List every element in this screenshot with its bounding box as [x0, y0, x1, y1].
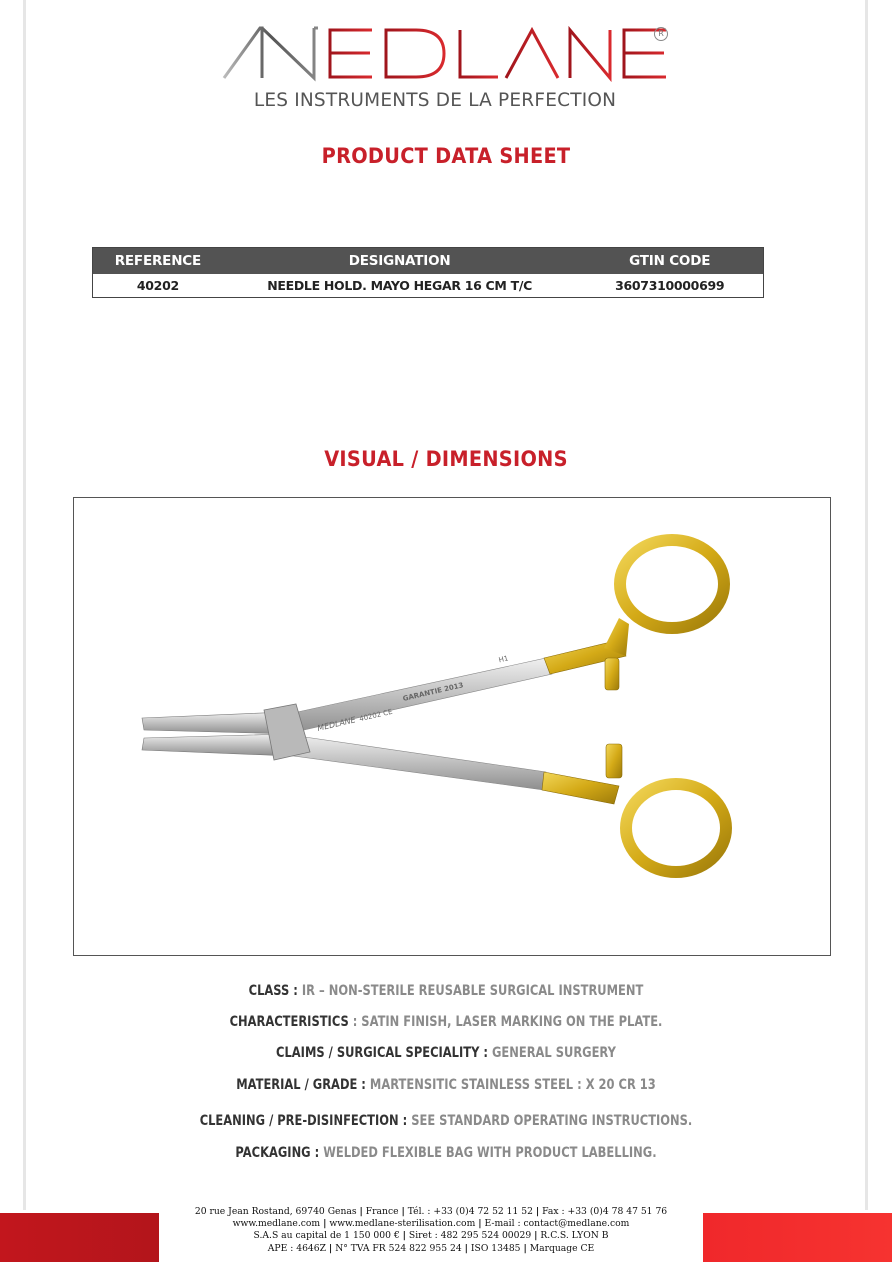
company-footer [160, 1206, 702, 1255]
instrument-brand-mark: MEDLANE [316, 715, 357, 733]
spec-value: MARTENSITIC STAINLESS STEEL : X 20 CR 13 [365, 1077, 656, 1093]
footer-website-link[interactable]: www.medlane.com [232, 1218, 321, 1230]
table-row [93, 274, 764, 298]
spec-claims [80, 1045, 811, 1061]
product-specs [0, 983, 892, 1161]
footer-ce-marking: Marquage CE [529, 1242, 595, 1254]
spec-value: WELDED FLEXIBLE BAG WITH PRODUCT LABELLING. [319, 1145, 657, 1161]
registered-mark: R [654, 27, 668, 41]
spec-cleaning [80, 1113, 811, 1129]
needle-holder-image [74, 498, 830, 955]
column-header-designation: DESIGNATION [223, 248, 577, 275]
spec-label: MATERIAL / GRADE : [236, 1077, 366, 1093]
footer-fax: Fax : +33 (0)4 78 47 51 76 [542, 1206, 668, 1217]
spec-label: PACKAGING : [235, 1145, 320, 1161]
footer-vat: N° TVA FR 524 822 955 24 [335, 1242, 462, 1254]
spec-packaging [80, 1145, 811, 1161]
footer-line-web: www.medlane.com | www.medlane-sterilisation.com | E-mail : contact@medlane.com [232, 1218, 630, 1230]
footer-country: France [365, 1206, 399, 1217]
instrument-warranty-mark: GARANTIE 2013 [402, 681, 465, 703]
footer-phone: Tél. : +33 (0)4 72 52 11 52 [407, 1206, 533, 1217]
spec-material [80, 1077, 811, 1093]
spec-value: SEE STANDARD OPERATING INSTRUCTIONS. [407, 1113, 693, 1129]
spec-label: CLASS : [248, 983, 298, 999]
brand-tagline: LES INSTRUMENTS DE LA PERFECTION [253, 90, 617, 111]
footer-line-address: 20 rue Jean Rostand, 69740 Genas | France | Tél. : +33 (0)4 72 52 11 52 | Fax : +33 (0)4 78 47 51 76 [194, 1206, 668, 1217]
footer-address: 20 rue Jean Rostand, 69740 Genas [194, 1206, 357, 1217]
footer-siret: Siret : 482 295 524 00029 [408, 1230, 532, 1242]
gtin-cell: 3607310000699 [615, 278, 725, 293]
product-image-frame [73, 497, 831, 956]
footer-rcs: R.C.S. LYON B [540, 1230, 609, 1242]
spec-label: CHARACTERISTICS [229, 1014, 349, 1030]
spec-value: IR – NON-STERILE REUSABLE SURGICAL INSTRUMENT [297, 983, 644, 999]
spec-characteristics [80, 1014, 811, 1030]
instrument-hallmark: H1 [497, 654, 510, 665]
footer-red-bar-right [703, 1213, 892, 1262]
footer-iso: ISO 13485 [470, 1242, 521, 1254]
footer-line-legal: S.A.S au capital de 1 150 000 € | Siret : 482 295 524 00029 | R.C.S. LYON B [253, 1230, 609, 1242]
product-data-sheet-title: PRODUCT DATA SHEET [321, 144, 571, 168]
table-header-row [93, 248, 764, 275]
spec-label: CLAIMS / SURGICAL SPECIALITY : [276, 1045, 488, 1061]
footer-red-bar-left [0, 1213, 159, 1262]
footer-line-registration: APE : 4646Z | N° TVA FR 524 822 955 24 | ISO 13485 | Marquage CE [267, 1242, 595, 1254]
reference-cell: 40202 [136, 278, 179, 293]
footer-email-link[interactable]: E-mail : contact@medlane.com [484, 1218, 630, 1230]
footer-capital: S.A.S au capital de 1 150 000 € [253, 1230, 400, 1242]
column-header-reference: REFERENCE [93, 248, 223, 275]
designation-cell: NEEDLE HOLD. MAYO HEGAR 16 CM T/C [267, 278, 532, 293]
footer-sterilisation-link[interactable]: www.medlane-sterilisation.com [329, 1218, 476, 1230]
footer-ape: APE : 4646Z [267, 1242, 326, 1254]
instrument-ref-mark: 40202 CE [358, 707, 394, 724]
spec-value: : SATIN FINISH, LASER MARKING ON THE PLATE. [348, 1014, 663, 1030]
spec-value: GENERAL SURGERY [487, 1045, 616, 1061]
product-table [92, 247, 764, 298]
visual-dimensions-title: VISUAL / DIMENSIONS [324, 447, 568, 471]
spec-label: CLEANING / PRE-DISINFECTION : [199, 1113, 408, 1129]
column-header-gtin: GTIN CODE [576, 248, 763, 275]
spec-class [80, 983, 811, 999]
